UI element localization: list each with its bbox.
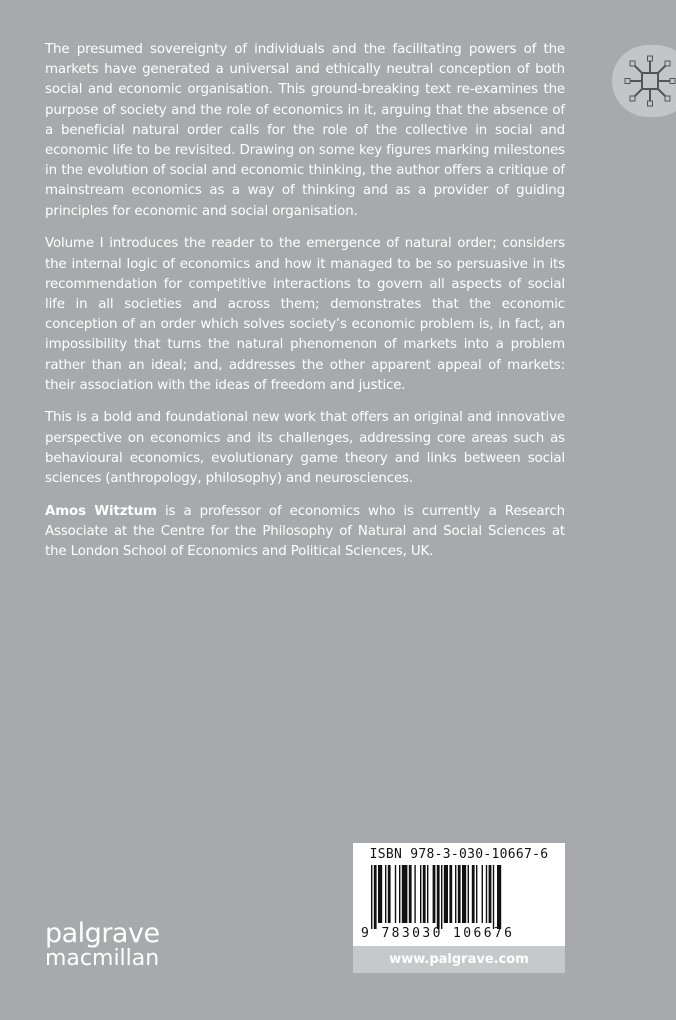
isbn-label: ISBN 978-3-030-10667-6 bbox=[369, 847, 549, 862]
author-bio bbox=[45, 502, 565, 563]
barcode-bar bbox=[489, 865, 492, 923]
publisher-logo-line1: palgrave bbox=[45, 918, 160, 949]
barcode-bar bbox=[468, 865, 469, 923]
barcode-bar bbox=[437, 865, 440, 929]
barcode-bar bbox=[449, 865, 452, 923]
barcode-bar bbox=[371, 865, 372, 929]
barcode-bar bbox=[395, 865, 396, 923]
author-name: Amos Witztum bbox=[45, 503, 157, 519]
blurb-paragraph-3: This is a bold and foundational new work that offers an original and innovative perspective on economics and its challenges, addressing core areas such as behavioural economics, evolutionary game theory and links between social sciences (anthropology, philosophy) and neurosciences. bbox=[45, 410, 565, 487]
barcode-panel bbox=[353, 843, 565, 946]
publisher-logo bbox=[45, 920, 160, 970]
barcode-bar bbox=[378, 865, 382, 923]
blurb-paragraph-1: The presumed sovereignty of individuals and the facilitating powers of the markets have generated a universal and ethically neutral conception of both social and economic organisation. This ground-breaking text re-examines the purpose of society and the role of economics in it, arguing that the absence of a beneficial natural order calls for the role of the collective in social and economic life to be revisited. Drawing on some key figures marking milestones in the evolution of social and economic thinking, the author offers a critique of mainstream economics as a way of thinking and as a provider of guiding principles for economic and social organisation. bbox=[45, 42, 565, 219]
publisher-logo-tab bbox=[612, 45, 676, 117]
palgrave-network-logo-icon bbox=[622, 53, 676, 109]
barcode-bar bbox=[388, 865, 391, 923]
publisher-url: www.palgrave.com bbox=[353, 946, 565, 973]
barcode-bar bbox=[482, 865, 483, 923]
barcode-bar bbox=[399, 865, 400, 923]
barcode-bar bbox=[444, 865, 448, 923]
barcode-bar bbox=[486, 865, 487, 923]
barcode-bars bbox=[371, 865, 551, 929]
barcode-bar bbox=[414, 865, 415, 923]
back-cover-blurb bbox=[45, 40, 565, 575]
barcode-bar bbox=[402, 865, 408, 923]
barcode-bar bbox=[385, 865, 386, 923]
barcode-bar bbox=[476, 865, 477, 923]
publisher-logo-line2: macmillan bbox=[45, 946, 160, 971]
barcode-bar bbox=[472, 865, 475, 923]
barcode-bar bbox=[427, 865, 428, 923]
barcode-bar bbox=[462, 865, 466, 923]
barcode-bar bbox=[374, 865, 377, 929]
blurb-paragraph-2: Volume I introduces the reader to the emergence of natural order; considers the internal logic of economics and how it managed to be so persuasive in its recommendation for competitive interactions to govern all aspects of social life in all societies and across them; demonstrates that the economic conception of an order which solves society’s economic problem is, in fact, an impossibility that turns the natural phenomenon of markets into a problem rather than an ideal; and, addresses the other apparent appeal of markets: their association with the ideas of freedom and justice. bbox=[45, 236, 565, 393]
isbn-barcode-block bbox=[353, 843, 565, 973]
barcode-bar bbox=[433, 865, 436, 923]
barcode-bar bbox=[420, 865, 421, 923]
barcode-bar bbox=[497, 865, 501, 929]
barcode-bar bbox=[455, 865, 456, 923]
barcode-bar bbox=[409, 865, 412, 923]
barcode-bar bbox=[458, 865, 461, 923]
barcode-bar bbox=[423, 865, 426, 923]
barcode-bar bbox=[441, 865, 442, 929]
barcode-bar bbox=[493, 865, 494, 929]
barcode-digits: 9 783030 106676 bbox=[361, 926, 515, 941]
author-bio-text: is a professor of economics who is currently a Research Associate at the Centre for the Philosophy of Natural and Social Sciences at the London School of Economics and Political Sciences, UK. bbox=[45, 503, 565, 560]
